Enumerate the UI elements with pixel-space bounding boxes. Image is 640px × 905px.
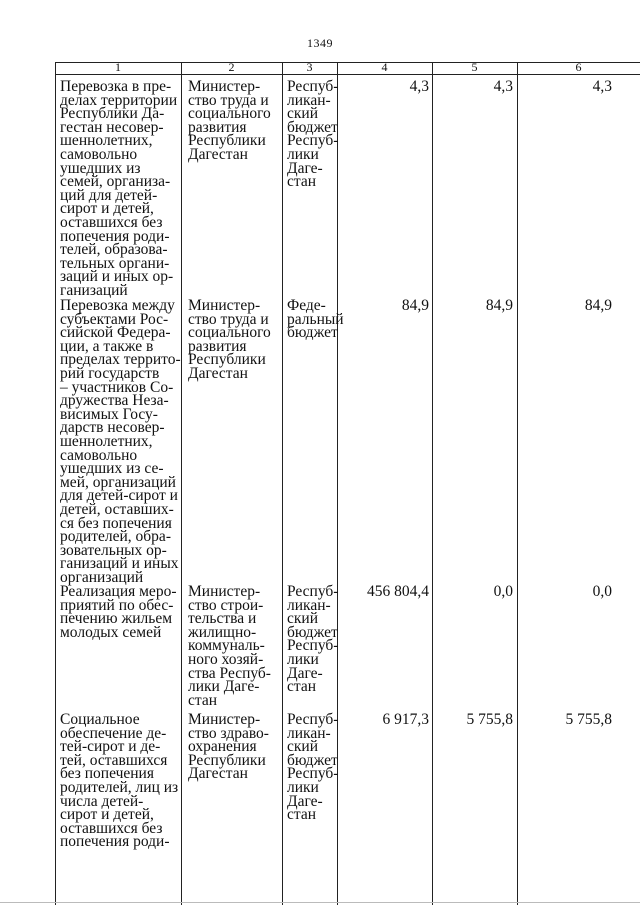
activity-cell-line: пределах террито- xyxy=(60,351,181,369)
responsible-cell-line: Республики xyxy=(188,132,266,150)
activity-cell-line: Социальное xyxy=(60,711,140,728)
activity-cell-line: приятий по обес- xyxy=(60,596,174,614)
activity-cell-line: попечения роди- xyxy=(60,227,170,245)
value-col4: 4,3 xyxy=(409,78,429,95)
activity-cell-line: ганизаций и иных xyxy=(60,555,179,573)
activity-cell-line: тей, оставшихся xyxy=(60,751,168,769)
value-col6: 5 755,8 xyxy=(565,711,612,728)
responsible-cell xyxy=(188,713,269,781)
table-header-row xyxy=(55,60,640,75)
column-divider xyxy=(432,62,433,905)
value-col4: 6 917,3 xyxy=(382,711,429,728)
responsible-cell xyxy=(188,80,271,162)
funding-source-cell-line: ральный xyxy=(287,310,344,328)
activity-cell-line: без попечения xyxy=(60,765,154,783)
page-number: 1349 xyxy=(307,36,333,50)
activity-cell-line: шеннолетних, xyxy=(60,432,153,450)
activity-cell-line: зовательных ор- xyxy=(60,541,167,559)
activity-cell-line: – участников Со- xyxy=(60,378,174,396)
responsible-cell-line: развития xyxy=(188,118,247,136)
responsible-cell-line: Министер- xyxy=(188,78,261,95)
value-col4: 84,9 xyxy=(401,297,429,314)
activity-cell-line: молодых семей xyxy=(60,623,162,641)
activity-cell-line: делах территории xyxy=(60,91,178,109)
funding-source-cell-line: бюджет xyxy=(287,751,338,769)
activity-cell-line: печению жильем xyxy=(60,610,173,628)
activity-cell-line: самовольно xyxy=(60,446,138,464)
activity-cell-line: дарств несовер- xyxy=(60,419,165,437)
activity-cell-line: сирот и детей, xyxy=(60,806,154,824)
value-col4: 456 804,4 xyxy=(367,583,429,600)
activity-cell-line: родителей, обра- xyxy=(60,528,171,546)
responsible-cell-line: ного хозяй- xyxy=(188,650,264,668)
activity-cell-line: ушедших из се- xyxy=(60,460,164,478)
funding-source-cell xyxy=(287,299,344,340)
responsible-cell xyxy=(188,585,271,707)
responsible-cell-line: социального xyxy=(188,105,271,123)
activity-cell-line: семей, организа- xyxy=(60,173,171,191)
header-col-1: 1 xyxy=(115,60,121,74)
responsible-cell-line: стан xyxy=(188,691,218,709)
responsible-cell-line: коммуналь- xyxy=(188,637,265,655)
funding-source-cell-line: ликан- xyxy=(287,596,331,614)
header-col-4: 4 xyxy=(381,60,388,74)
funding-source-cell-line: бюджет xyxy=(287,118,338,136)
value-col5: 5 755,8 xyxy=(466,711,513,728)
activity-cell-line: Республики Да- xyxy=(60,105,165,123)
activity-cell-line: для детей-сирот и xyxy=(60,487,178,505)
funding-source-cell-line: бюджет xyxy=(287,623,338,641)
responsible-cell-line: Министер- xyxy=(188,583,261,600)
funding-source-cell-line: Даге- xyxy=(287,159,323,177)
activity-cell xyxy=(60,585,176,639)
funding-source-cell-line: Даге- xyxy=(287,792,323,810)
funding-source-cell-line: Респуб- xyxy=(287,765,339,783)
funding-source-cell-line: ликан- xyxy=(287,91,331,109)
activity-cell-line: самовольно xyxy=(60,145,138,163)
funding-source-cell-line: лики xyxy=(287,778,319,796)
activity-cell-line: сийской Федера- xyxy=(60,324,171,342)
value-col5: 0,0 xyxy=(493,583,513,600)
table-border-left xyxy=(55,62,56,905)
funding-source-cell-line: Респуб- xyxy=(287,583,339,600)
responsible-cell-line: развития xyxy=(188,337,247,355)
value-col6: 0,0 xyxy=(592,583,612,600)
funding-source-cell-line: ский xyxy=(287,610,318,628)
funding-source-cell-line: Даге- xyxy=(287,664,323,682)
funding-source-cell xyxy=(287,713,338,822)
funding-source-cell-line: стан xyxy=(287,806,317,824)
responsible-cell-line: ства Респуб- xyxy=(188,664,271,682)
header-col-5: 5 xyxy=(471,60,478,74)
value-col6: 4,3 xyxy=(592,78,612,95)
responsible-cell-line: Республики xyxy=(188,751,266,769)
funding-source-cell-line: стан xyxy=(287,678,317,696)
activity-cell-line: детей, оставших- xyxy=(60,500,174,518)
activity-cell xyxy=(60,80,177,298)
activity-cell-line: числа детей- xyxy=(60,792,144,810)
activity-cell-line: родителей, лиц из xyxy=(60,778,179,796)
activity-cell-line: мей, организаций xyxy=(60,473,176,491)
activity-cell-line: попечения роди- xyxy=(60,833,170,851)
activity-cell-line: организаций xyxy=(60,568,144,586)
responsible-cell-line: ство труда и xyxy=(188,310,269,328)
responsible-cell-line: Дагестан xyxy=(188,145,248,163)
activity-cell-line: ций для детей- xyxy=(60,186,158,204)
responsible-cell-line: Дагестан xyxy=(188,765,248,783)
funding-source-cell xyxy=(287,585,338,694)
activity-cell-line: ся без попечения xyxy=(60,514,172,532)
activity-cell xyxy=(60,713,178,849)
responsible-cell-line: жилищно- xyxy=(188,623,257,641)
responsible-cell-line: Министер- xyxy=(188,297,261,314)
header-col-2: 2 xyxy=(228,60,235,74)
activity-cell xyxy=(60,299,181,584)
value-col5: 84,9 xyxy=(485,297,513,314)
activity-cell-line: Перевозка между xyxy=(60,297,175,314)
responsible-cell-line: Министер- xyxy=(188,711,261,728)
funding-source-cell-line: лики xyxy=(287,145,319,163)
activity-cell-line: субъектами Рос- xyxy=(60,310,169,328)
responsible-cell-line: Дагестан xyxy=(188,364,248,382)
activity-cell-line: шеннолетних, xyxy=(60,132,153,150)
funding-source-cell-line: Респуб- xyxy=(287,711,339,728)
header-col-3: 3 xyxy=(306,60,313,74)
column-divider xyxy=(517,62,518,905)
value-col6: 84,9 xyxy=(584,297,612,314)
page-bottom-edge xyxy=(0,902,640,903)
funding-source-cell-line: Феде- xyxy=(287,297,326,314)
activity-cell-line: телей, образова- xyxy=(60,241,168,259)
column-divider xyxy=(282,62,283,905)
activity-cell-line: ушедших из xyxy=(60,159,141,177)
funding-source-cell-line: ский xyxy=(287,738,318,756)
activity-cell-line: рий государств xyxy=(60,364,160,382)
responsible-cell-line: ство здраво- xyxy=(188,724,269,742)
funding-source-cell-line: лики xyxy=(287,650,319,668)
funding-source-cell-line: Респуб- xyxy=(287,637,339,655)
responsible-cell-line: тельства и xyxy=(188,610,257,628)
activity-cell-line: тей-сирот и де- xyxy=(60,738,161,756)
activity-cell-line: висимых Госу- xyxy=(60,405,158,423)
activity-cell-line: ганизаций xyxy=(60,281,128,299)
responsible-cell-line: ство строи- xyxy=(188,596,264,614)
responsible-cell-line: Республики xyxy=(188,351,266,369)
responsible-cell-line: охранения xyxy=(188,738,257,756)
activity-cell-line: ции, а также в xyxy=(60,337,154,355)
funding-source-cell-line: стан xyxy=(287,173,317,191)
activity-cell-line: оставшихся без xyxy=(60,213,163,231)
value-col5: 4,3 xyxy=(493,78,513,95)
column-divider xyxy=(181,62,182,905)
activity-cell-line: Реализация меро- xyxy=(60,583,177,600)
funding-source-cell xyxy=(287,80,338,189)
funding-source-cell-line: ский xyxy=(287,105,318,123)
activity-cell-line: дружества Неза- xyxy=(60,392,169,410)
activity-cell-line: оставшихся без xyxy=(60,819,163,837)
activity-cell-line: заций и иных ор- xyxy=(60,268,174,286)
funding-source-cell-line: ликан- xyxy=(287,724,331,742)
header-col-6: 6 xyxy=(575,60,582,74)
funding-source-cell-line: Респуб- xyxy=(287,78,339,95)
activity-cell-line: Перевозка в пре- xyxy=(60,78,172,95)
funding-source-cell-line: Респуб- xyxy=(287,132,339,150)
funding-source-cell-line: бюджет xyxy=(287,324,338,342)
activity-cell-line: гестан несовер- xyxy=(60,118,164,136)
responsible-cell xyxy=(188,299,271,381)
responsible-cell-line: ство труда и xyxy=(188,91,269,109)
responsible-cell-line: лики Даге- xyxy=(188,678,260,696)
activity-cell-line: обеспечение де- xyxy=(60,724,167,742)
activity-cell-line: тельных органи- xyxy=(60,254,170,272)
activity-cell-line: сирот и детей, xyxy=(60,200,154,218)
responsible-cell-line: социального xyxy=(188,324,271,342)
